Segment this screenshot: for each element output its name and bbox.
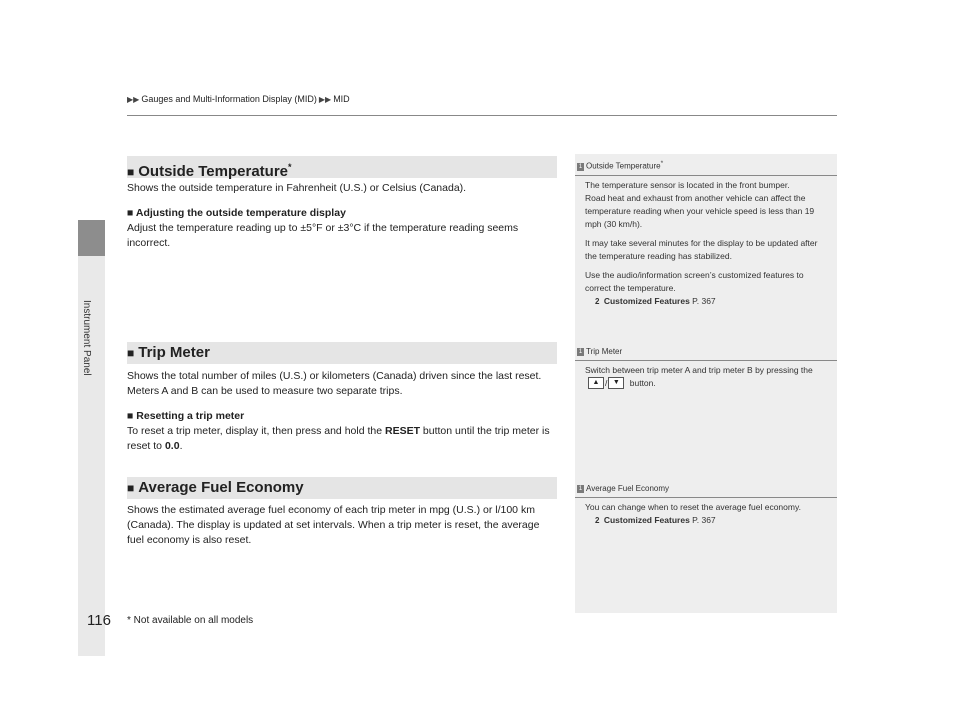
availability-mark: * xyxy=(288,162,292,172)
note-title-text: Average Fuel Economy xyxy=(586,484,670,493)
section-title: Outside Temperature xyxy=(138,163,289,180)
note-paragraph: You can change when to reset the average fuel economy. xyxy=(585,502,801,512)
trip-buttons xyxy=(588,377,624,390)
note-text-run: Switch between trip meter A and trip meter B by pressing the xyxy=(585,365,813,375)
paragraph: Shows the total number of miles (U.S.) or kilometers (Canada) driven since the last reset. Meters A and B can be used to measure two separate trips. xyxy=(127,370,542,397)
note-badge-icon: 1 xyxy=(578,163,583,170)
text-run: To reset a trip meter, display it, then press and hold the xyxy=(127,425,383,437)
note-divider xyxy=(575,360,837,361)
breadcrumb-item-gauges[interactable]: Gauges and Multi-Information Display (MID) xyxy=(141,94,317,104)
down-arrow-icon: ▼ xyxy=(608,377,624,389)
reference-page: P. 367 xyxy=(692,295,716,306)
sub-heading-text: Resetting a trip meter xyxy=(136,410,245,422)
section-square-icon: ■ xyxy=(127,165,135,179)
header-divider xyxy=(127,115,837,116)
section-title: Average Fuel Economy xyxy=(138,479,304,496)
section-square-icon: ■ xyxy=(127,346,135,360)
note-average-fuel-economy xyxy=(575,482,837,527)
paragraph: Shows the outside temperature in Fahrenheit (U.S.) or Celsius (Canada). xyxy=(127,182,467,194)
note-paragraph: The temperature sensor is located in the front bumper. xyxy=(585,179,790,190)
note-title xyxy=(575,482,837,495)
section-title: Trip Meter xyxy=(138,344,210,361)
up-arrow-icon: ▲ xyxy=(588,377,604,389)
note-body xyxy=(575,179,837,308)
reset-value: 0.0 xyxy=(164,440,180,452)
page-number: 116 xyxy=(87,612,111,629)
reset-button-name: RESET xyxy=(384,425,420,437)
note-paragraph: Road heat and exhaust from another vehicle can affect the temperature reading when your vehicle speed is less than 19 mph (30 km/h). xyxy=(585,192,815,229)
sub-heading xyxy=(127,409,557,424)
note-paragraph: It may take several minutes for the display to be updated after the temperature reading has stabilized. xyxy=(585,237,818,261)
note-trip-meter xyxy=(575,345,837,390)
sidebar-tab xyxy=(78,220,105,256)
note-divider xyxy=(575,175,837,176)
note-title xyxy=(575,157,837,173)
section-body-outside-temperature xyxy=(127,181,557,251)
note-outside-temperature xyxy=(575,157,837,308)
text-run: . xyxy=(179,440,183,452)
footnote: * Not available on all models xyxy=(127,615,254,626)
sub-heading xyxy=(127,206,557,221)
paragraph xyxy=(127,424,557,454)
paragraph: Adjust the temperature reading up to ±5°F or ±3°C if the temperature reading seems incorrect. xyxy=(127,222,519,249)
sub-heading-square-icon: ■ xyxy=(127,207,134,219)
sidebar-section-label: Instrument Panel xyxy=(81,300,92,376)
cross-reference-link[interactable] xyxy=(585,295,831,308)
section-body-trip-meter xyxy=(127,369,557,454)
reference-arrow-icon: 2 xyxy=(595,516,600,525)
breadcrumb xyxy=(127,94,350,104)
sub-heading-square-icon: ■ xyxy=(127,410,134,422)
reference-label: Customized Features xyxy=(603,515,690,525)
availability-mark: * xyxy=(660,160,664,167)
note-body xyxy=(575,364,837,390)
note-badge-icon: 1 xyxy=(578,485,583,492)
note-divider xyxy=(575,497,837,498)
text-run: button until the trip meter is reset to xyxy=(127,425,550,452)
note-paragraph: Use the audio/information screen’s customized features to correct the temperature. xyxy=(585,269,804,293)
sub-heading-text: Adjusting the outside temperature display xyxy=(135,207,346,219)
note-text-run: button. xyxy=(629,378,656,388)
section-heading-outside-temperature xyxy=(127,156,557,178)
breadcrumb-item-mid[interactable]: MID xyxy=(333,94,350,104)
section-square-icon: ■ xyxy=(127,481,135,495)
note-badge-icon: 1 xyxy=(578,348,583,355)
paragraph: Shows the estimated average fuel economy of each trip meter in mpg (U.S.) or l/100 km (Canada). The display is updated at set intervals. When a trip meter is reset, the average fuel economy is also reset. xyxy=(127,504,540,546)
section-heading-trip-meter xyxy=(127,342,557,364)
button-separator: / xyxy=(605,378,608,389)
cross-reference-link[interactable] xyxy=(585,514,831,527)
section-heading-average-fuel-economy xyxy=(127,477,557,499)
reference-label: Customized Features xyxy=(603,295,690,306)
note-title-text: Outside Temperature xyxy=(586,161,661,171)
note-title xyxy=(575,345,837,358)
note-title-text: Trip Meter xyxy=(586,347,623,356)
breadcrumb-arrow-icon: ▶▶ xyxy=(318,94,332,104)
section-body-average-fuel-economy xyxy=(127,503,557,548)
breadcrumb-arrow-icon: ▶▶ xyxy=(127,94,140,104)
note-body xyxy=(575,501,837,527)
reference-page: P. 367 xyxy=(692,515,716,525)
reference-arrow-icon: 2 xyxy=(595,296,600,306)
